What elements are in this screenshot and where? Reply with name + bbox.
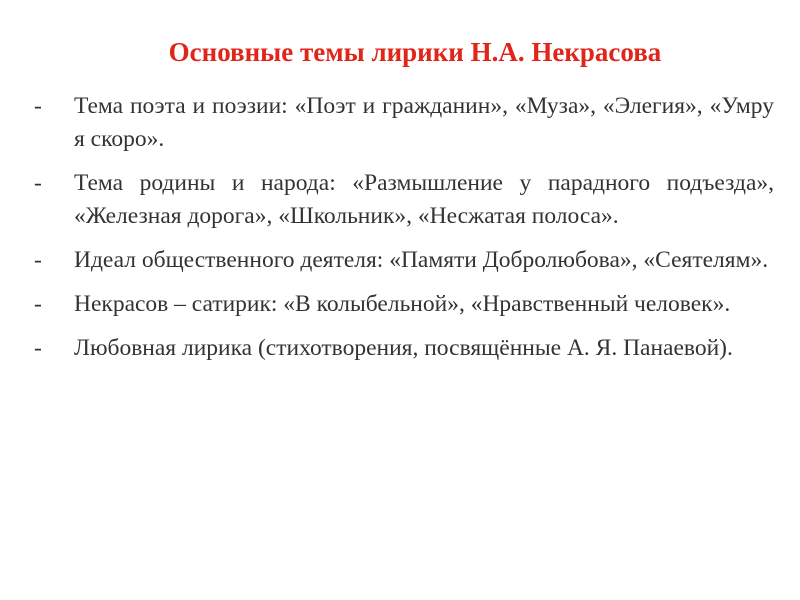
list-item [34, 167, 774, 233]
list-item-text: Идеал общественного деятеля: «Памяти Добролюбова», «Сеятелям». [74, 247, 769, 273]
slide-title: Основные темы лирики Н.А. Некрасова [168, 37, 662, 67]
bullet-dash: - [34, 93, 42, 119]
list-item-text: Любовная лирика (стихотворения, посвящённые А. Я. Панаевой). [74, 335, 733, 361]
list-item [34, 332, 774, 365]
list-item-text: Некрасов – сатирик: «В колыбельной», «Нравственный человек». [74, 291, 731, 317]
list-item [34, 244, 774, 277]
list-item [34, 90, 774, 156]
bullet-dash: - [34, 247, 42, 273]
bullet-dash: - [34, 335, 42, 361]
topics-list [34, 90, 774, 376]
list-item [34, 288, 774, 321]
bullet-dash: - [34, 170, 42, 196]
bullet-dash: - [34, 291, 42, 317]
list-item-text: Тема поэта и поэзии: «Поэт и гражданин», «Муза», «Элегия», «Умру я скоро». [74, 93, 774, 152]
list-item-text: Тема родины и народа: «Размышление у парадного подъезда», «Железная дорога», «Школьник», «Несжатая полоса». [74, 170, 774, 229]
